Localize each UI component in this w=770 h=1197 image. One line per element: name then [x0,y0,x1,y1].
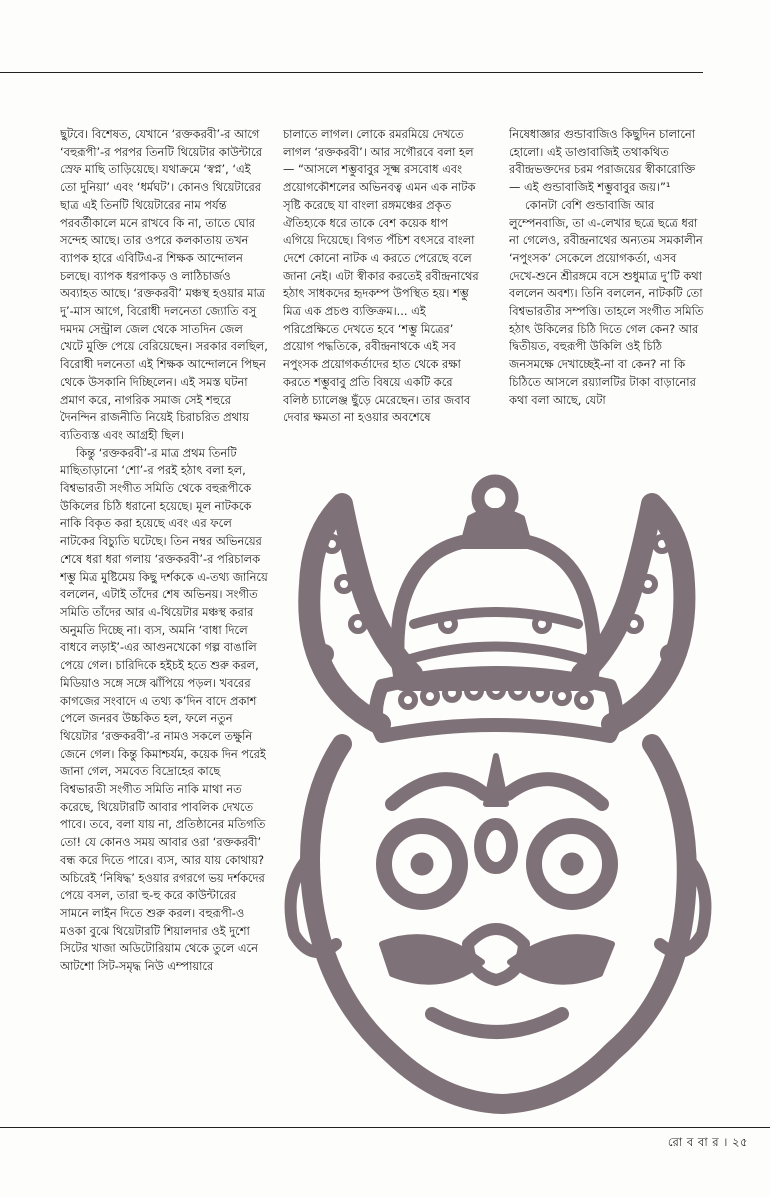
mask-dot [577,693,591,707]
mask-dot [441,617,455,631]
article-column-2 [283,126,481,446]
mask-dot [337,577,351,591]
paragraph: চালাতে লাগল। লোকে রমরমিয়ে দেখতে লাগল ‘রক্তকরবী’। আর সগৌরবে বলা হল— “আসলে শম্ভুবাবুর সূক্ষ্ম রসবোধ এবং প্রয়োগকৌশলের অভিনবত্ব এমন এক নাটক সৃষ্টি করেছে যা বাংলা রঙ্গমঞ্চের প্রকৃত ঐতিহ্যকে ধরে তাকে বেশ কয়েক ধাপ এগিয়ে দিয়েছে। বিগত পঁচিশ বৎসরে বাংলা দেশে কোনো নাটক এ করতে পেরেছে বলে জানা নেই। এটা স্বীকার করতেই রবীন্দ্রনাথের হঠাৎ সাধকদের হৃদকম্প উপস্থিত হয়। শম্ভু মিত্র এক প্রচণ্ড ব্যক্তিক্রম।... এই পরিপ্রেক্ষিতে দেখতে হবে ‘শম্ভু মিত্রের’ প্রয়োগ পদ্ধতিকে, রবীন্দ্রনাথকে এই সব নপুংসক প্রয়োগকর্তাদের হাত থেকে রক্ষা করতে শম্ভুবাবু প্রতি বিষয়ে একটি করে বলিষ্ঠ চ্যালেঞ্জ ছুঁড়ে মেরেছেন। তার জবাব দেবার ক্ষমতা না হওয়ার অবশেষে [283,127,479,425]
mask-illustration [272,474,724,1124]
top-rule [0,72,703,73]
mask-dot [655,537,669,551]
article-column-1 [60,126,268,1126]
mask-dot [351,617,365,631]
mask-dot [325,537,339,551]
paragraph: নিষেধাজ্ঞার গুন্ডাবাজিও কিছুদিন চালানো হোলো। এই ডাণ্ডাবাজিই তথাকথিত রবীন্দ্রভক্তদের চরম পরাজয়ের স্বীকারোক্তি— এই গুন্ডাবাজিই শম্ভুবাবুর জয়।”¹ [509,127,696,195]
mask-dot [641,577,655,591]
paragraph: কিন্তু ‘রক্তকরবী’-র মাত্র প্রথম তিনটি মাছিতাড়ানো ‘শো’-র পরই হঠাৎ বলা হল, বিশ্বভারতী সংগীত সমিতি থেকে বহুরূপীকে উকিলের চিঠি ধরানো হয়েছে। মূল নাটককে নাকি বিকৃত করা হয়েছে এবং এর ফলে নাটকের বিচ্যুতি ঘটেছে। তিন নম্বর অভিনয়ের শেষে ধরা ধরা গলায় ‘রক্তকরবী’-র পরিচালক শম্ভু মিত্র মুষ্টিমেয় কিছু দর্শককে এ-তথ্য জানিয়ে বললেন, এটাই তাঁদের শেষ অভিনয়। সংগীত সমিতি তাঁদের আর এ-থিয়েটার মঞ্চস্থ করার অনুমতি দিচ্ছে না। ব্যস, অমনি ‘বাধা দিলে বাধবে লড়াই’-এর আগুনখেকো গল্প বাঙালি পেয়ে গেল। চারিদিকে হইচই হতে শুরু করল, মিডিয়াও সঙ্গে সঙ্গে ঝাঁপিয়ে পড়ল। খবরের কাগজের সংবাদে এ তথ্য ক’দিন বাদে প্রকাশ পেলে জনরব উচ্চকিত হল, ফলে নতুন থিয়েটার ‘রক্তকরবী’-র নামও সকলে তক্ষুনি জেনে গেল। কিন্তু কিমাশ্চর্যম, কয়েক দিন পরেই জানা গেল, সমবেত বিদ্রোহের কাছে বিশ্বভারতী সংগীত সমিতি নাকি মাথা নত করেছে, থিয়েটারটি আবার পাবলিক দেখতে পাবে। তবে, বলা যায় না, প্রতিষ্ঠানের মতিগতি তো! যে কোনও সময় আবার ওরা ‘রক্তকরবী’ বন্ধ করে দিতে পারে। ব্যস, আর যায় কোথায়? অচিরেই ‘নিষিদ্ধ’ হওয়ার রগরগে ভয় দর্শকদের পেয়ে বসল, তারা হু-হু করে কাউন্টারের সামনে লাইন দিতে শুরু করল। বহুরূপী-ও মওকা বুঝে থিয়েটারটি শিয়ালদার ওই দুশো সিটের খাজা অডিটোরিয়াম থেকে তুলে এনে আটশো সিট-সমৃদ্ধ নিউ এম্পায়ারে [60,445,268,974]
mask-dot [535,617,549,631]
paragraph: কোনটা বেশি গুন্ডাবাজি আর লুম্পেনবাজি, তা এ-লেখার ছত্রে ছত্রে ধরা না গেলেও, রবীন্দ্রনাথের অন্যতম সমকালীন ‘নপুংসক’ সেকেলে প্রয়োগকর্তা, এসব দেখে-শুনে শ্রীরঙ্গমে বসে শুধুমাত্র দু’টি কথা বললেন অবশ্য। তিনি বললেন, নাটকটি তো বিশ্বভারতীর সম্পত্তি। তাহলে সংগীত সমিতি হঠাৎ উকিলের চিঠি দিতে গেল কেন? আর দ্বিতীয়ত, বহুরূপী উকিলি ওই চিঠি জনসমক্ষে দেখাচ্ছেই-না বা কেন? না কি চিঠিতে আসলে রয়্যালটির টাকা বাড়ানোর কথা বলা আছে, যেটা [509,197,704,407]
paragraph: ছুটবে। বিশেষত, যেখানে ‘রক্তকরবী’-র আগে ‘বহুরূপী’-র পরপর তিনটি থিয়েটার কাউন্টারে স্রেফ মাছি তাড়িয়েছে। যথাক্রমে ‘স্বপ্ন’, ‘এই তো দুনিয়া’ এবং ‘ধর্মঘট’। কোনও থিয়েটারের ছাত্র এই তিনটি থিয়েটারের নাম পর্যন্ত পরবর্তীকালে মনে রাখবে কি না, তাতে ঘোর সন্দেহ আছে। তার ওপরে কলকাতায় তখন ব্যাপক হারে এবিটিএ-র শিক্ষক আন্দোলন চলছে। ব্যাপক ধরপাকড় ও লাঠিচার্জও অব্যাহত আছে। ‘রক্তকরবী’ মঞ্চস্থ হওয়ার মাত্র দু’-মাস আগে, বিরোধী দলনেতা জ্যোতি বসু দমদম সেন্ট্রাল জেল থেকে সাতদিন জেল খেটে মুক্তি পেয়ে বেরিয়েছেন। সরকার বলছিল, বিরোধী দলনেতা এই শিক্ষক আন্দোলনে পিছন থেকে উসকানি দিচ্ছিলেন। এই সমস্ত ঘটনা প্রমাণ করে, নাগরিক সমাজ সেই শহুরে দৈনন্দিন রাজনীতি নিয়েই চিরাচরিত প্রথায় ব্যতিব্যস্ত এবং আগ্রহী ছিল। [60,127,268,442]
mask-dot [445,686,459,700]
article-column-3 [509,126,704,446]
mask-dot [423,689,437,703]
raja-mask-icon [272,474,724,1124]
bottom-rule [0,1127,770,1128]
mask-dot [401,693,415,707]
mask-dot [533,686,547,700]
page-footer: রো ব বা র । ২৫ [667,1135,748,1149]
mask-dot [555,689,569,703]
mask-dot [627,617,641,631]
